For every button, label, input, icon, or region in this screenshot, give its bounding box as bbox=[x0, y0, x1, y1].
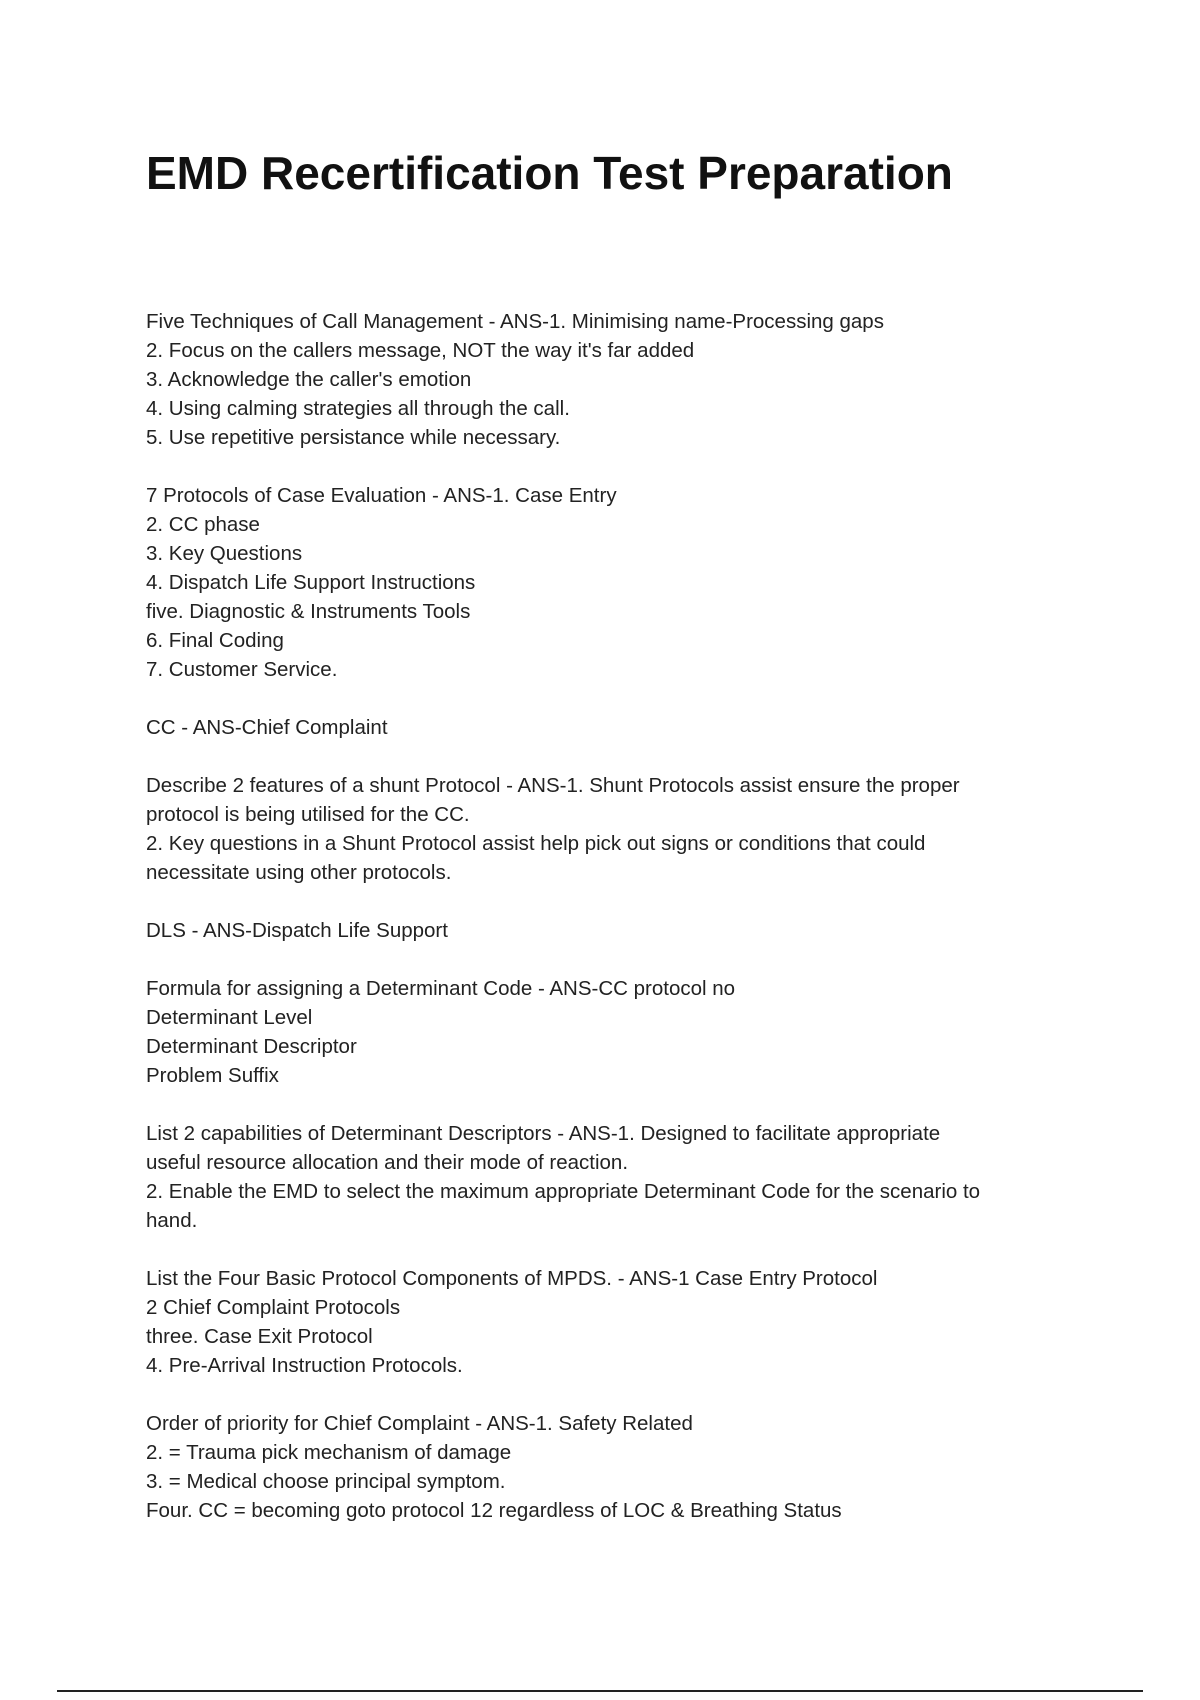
qa-block-call-management bbox=[146, 307, 1066, 452]
text-line: 4. Dispatch Life Support Instructions bbox=[146, 571, 476, 594]
text-line: List the Four Basic Protocol Components of MPDS. - ANS-1 Case Entry Protocol bbox=[146, 1267, 878, 1290]
text-line: 7 Protocols of Case Evaluation - ANS-1. Case Entry bbox=[146, 484, 617, 507]
text-line: Four. CC = becoming goto protocol 12 regardless of LOC & Breathing Status bbox=[146, 1499, 842, 1522]
text-line: Problem Suffix bbox=[146, 1064, 279, 1087]
qa-block-priority-order bbox=[146, 1409, 1066, 1525]
qa-block-protocol-components bbox=[146, 1264, 1066, 1380]
qa-block-determinant-descriptors bbox=[146, 1119, 1066, 1235]
text-line: Formula for assigning a Determinant Code - ANS-CC protocol no bbox=[146, 977, 736, 1000]
text-line: Describe 2 features of a shunt Protocol - ANS-1. Shunt Protocols assist ensure the proper bbox=[146, 774, 960, 797]
text-line: protocol is being utilised for the CC. bbox=[146, 803, 470, 826]
text-line: DLS - ANS-Dispatch Life Support bbox=[146, 919, 448, 942]
text-line: Determinant Level bbox=[146, 1006, 313, 1029]
text-line: Five Techniques of Call Management - ANS-1. Minimising name-Processing gaps bbox=[146, 310, 884, 333]
text-line: 2. Focus on the callers message, NOT the way it's far added bbox=[146, 339, 695, 362]
text-line: five. Diagnostic & Instruments Tools bbox=[146, 600, 471, 623]
text-line: 2. Enable the EMD to select the maximum appropriate Determinant Code for the scenario to bbox=[146, 1180, 981, 1203]
text-line: 6. Final Coding bbox=[146, 629, 284, 652]
text-line: 3. Key Questions bbox=[146, 542, 303, 565]
text-line: hand. bbox=[146, 1209, 198, 1232]
text-line: 7. Customer Service. bbox=[146, 658, 338, 681]
text-line: 2. CC phase bbox=[146, 513, 260, 536]
text-line: 3. Acknowledge the caller's emotion bbox=[146, 368, 472, 391]
qa-block-case-evaluation bbox=[146, 481, 1066, 684]
qa-block-dls bbox=[146, 916, 1066, 945]
qa-block-shunt-protocol bbox=[146, 771, 1066, 887]
text-line: useful resource allocation and their mode of reaction. bbox=[146, 1151, 629, 1174]
qa-block-determinant-code bbox=[146, 974, 1066, 1090]
text-line: 2. Key questions in a Shunt Protocol assist help pick out signs or conditions that could bbox=[146, 832, 926, 855]
qa-block-cc bbox=[146, 713, 1066, 742]
text-line: 4. Using calming strategies all through the call. bbox=[146, 397, 570, 420]
text-line: three. Case Exit Protocol bbox=[146, 1325, 373, 1348]
text-line: 2. = Trauma pick mechanism of damage bbox=[146, 1441, 512, 1464]
text-line: 3. = Medical choose principal symptom. bbox=[146, 1470, 506, 1493]
text-line: Order of priority for Chief Complaint - ANS-1. Safety Related bbox=[146, 1412, 693, 1435]
text-line: 2 Chief Complaint Protocols bbox=[146, 1296, 401, 1319]
text-line: necessitate using other protocols. bbox=[146, 861, 452, 884]
text-line: 4. Pre-Arrival Instruction Protocols. bbox=[146, 1354, 463, 1377]
page-title: EMD Recertification Test Preparation bbox=[146, 147, 953, 199]
text-line: 5. Use repetitive persistance while necessary. bbox=[146, 426, 561, 449]
text-line: Determinant Descriptor bbox=[146, 1035, 357, 1058]
footer-divider bbox=[57, 1690, 1143, 1692]
text-line: List 2 capabilities of Determinant Descriptors - ANS-1. Designed to facilitate appropriate bbox=[146, 1122, 941, 1145]
text-line: CC - ANS-Chief Complaint bbox=[146, 716, 388, 739]
document-body bbox=[146, 307, 1066, 1554]
